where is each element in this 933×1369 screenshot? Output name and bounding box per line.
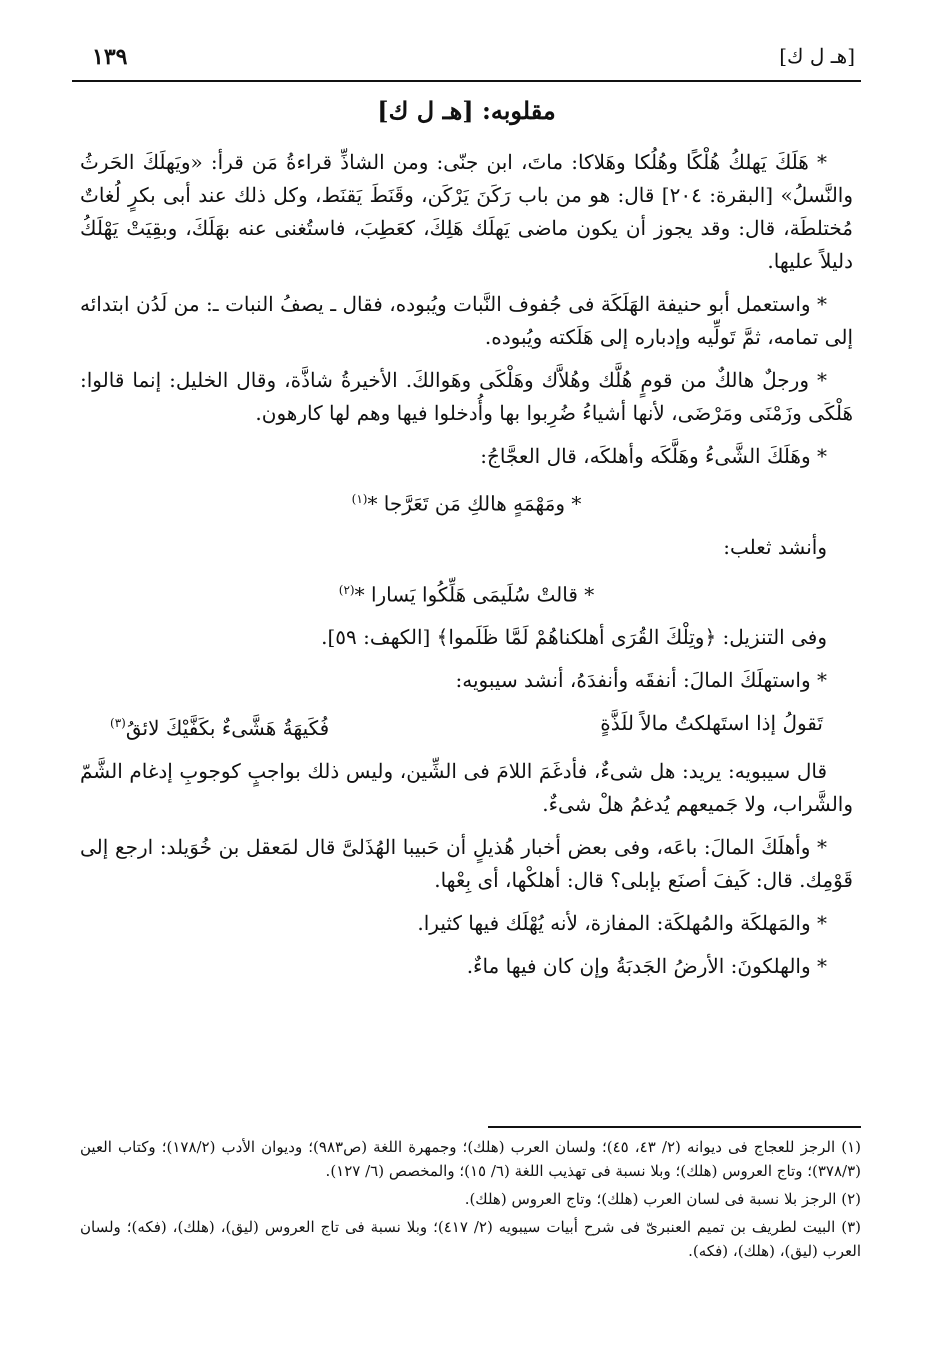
paragraph-5: وأنشد ثعلب: — [723, 534, 827, 559]
paragraph-8: قال سيبويه: يريد: هل شىءٌ، فأدغَمَ اللامَ فى الشِّين، وليس ذلك بواجبٍ كوجوبِ إدغام الشَّمّ والشَّراب، ولا جَميعهم يُدغمُ هلْ شىءٌ. — [80, 758, 853, 816]
footnote-3: (٣) البيت لطريف بن تميم العنبرىّ فى شرح أبيات سيبويه (٢/ ٤١٧)؛ وبلا نسبة فى تاج العروس (ليق)، (هلك)، (فكه)؛ ولسان العرب (ليق)، (هلك)، (فكه). — [80, 1218, 861, 1260]
footnote-1: (١) الرجز للعجاج فى ديوانه (٢/ ٤٣، ٤٥)؛ ولسان العرب (هلك)؛ وجمهرة اللغة (ص٩٨٣)؛ وديوان الأدب (١٧٨/٢)؛ وكتاب العين (٣٧٨/٣)؛ وتاج العروس (هلك)؛ وبلا نسبة فى تهذيب اللغة (٦/ ١٥)؛ والمخصص (٦/ ١٢٧). — [80, 1138, 862, 1180]
verse-2-text: * قالتْ سُلَيمَى هَلِّكُوا يَسارا * — [354, 582, 595, 607]
verse-3 — [110, 707, 823, 745]
paragraph-4: * وهَلَكَ الشَّىءُ وهَلَّكَه وأهلكَه، قال العجَّاجُ: — [480, 444, 827, 468]
running-header-root: [هـ ل ك] — [779, 44, 855, 68]
paragraph-3: * ورجلٌ هالكٌ من قومٍ هُلَّك وهُلاَّك وهَلْكَى وهَوالكَ. الأخيرةُ شاذَّة، وقال الخليل: إنما قالوا: هَلْكَى وزَمْنَى ومَرْضَى، لأنها أشياءُ ضُرِبوا بها وأُدخلوا فيها وهم لها كارهون. — [80, 368, 853, 425]
footnotes — [80, 1135, 861, 1267]
verse-3-first-hemistich: تَقولُ إذا استَهلكتُ مالاً للَذَّةٍ — [600, 711, 823, 736]
paragraph-6: وفى التنزيل: ﴿وتِلْكَ القُرَى أهلكناهُمْ لَمَّا ظَلَموا﴾ [الكهف: ٥٩]. — [321, 625, 827, 650]
main-text — [80, 146, 853, 993]
section-title: مقلوبه: [هـ ل ك] — [377, 96, 556, 125]
verse-1-text: * ومَهْمَهٍ هالكِ مَن تَعَرَّجا * — [367, 491, 582, 516]
verse-1-footnote-ref: (١) — [351, 492, 368, 506]
verse-2-footnote-ref: (٢) — [338, 582, 355, 597]
verse-3-second-text: فُكَيهَةُ هَشَّىءٌ بكَفَّيْكَ لائقُ — [125, 715, 330, 740]
verse-3-footnote-ref: (٣) — [110, 716, 126, 731]
paragraph-1: * هَلَكَ يَهلكُ هُلْكًا وهُلُكا وهَلاكا: ماتَ، ابن جنّى: ومن الشاذِّ قراءةُ مَن قرأ: «ويَهلَكَ الحَرثُ والنَّسلُ» [البقرة: ٢٠٤] قال: هو من باب رَكَنَ يَرْكَن، وقَنَطَ يَقنَط، وكل ذلك عند أبى بكرٍ لُغاتٌ مُختلطَة، قال: وقد يجوز أن يكون ماضى يَهلَك هَلِكَ، كعَطِبَ، فاستُغنى عنه بهَلَكَ، وبقِيَتْ يَهْلَكُ دليلاً عليها. — [80, 150, 854, 273]
page-number: ١٣٩ — [92, 44, 128, 70]
paragraph-11: * والهلكونَ: الأرضُ الجَدبَةُ وإن كان فيها ماءٌ. — [466, 953, 827, 978]
paragraph-7: * واستهلَكَ المالَ: أنفقَه وأنفدَهُ، أنشد سيبويه: — [455, 668, 827, 693]
verse-2 — [80, 574, 853, 612]
header-divider — [72, 80, 861, 82]
footnote-2: (٢) الرجز بلا نسبة فى لسان العرب (هلك)؛ وتاج العروس (هلك). — [464, 1190, 861, 1208]
footnote-divider — [488, 1126, 861, 1128]
verse-1 — [80, 483, 853, 521]
paragraph-10: * والمَهلكَة والمُهلكَة: المفازة، لأنه يُهْلَك فيها كثيرا. — [417, 910, 827, 935]
paragraph-2: * واستعمل أبو حنيفة الهَلَكَة فى جُفوف النَّبات ويُبوده، فقال ـ يصفُ النبات ـ: من لَدُن ابتدائه إلى تمامه، ثمَّ تَولِّيه وإدباره إلى هَلَكته ويُبوده. — [80, 292, 853, 349]
paragraph-9: * وأهلَكَ المالَ: باعَه، وفى بعض أخبار هُذيلٍ أن حَبيبا الهُذَلىَّ قال لمَعقل بن خُوَيلد: ارجع إلى قَوْمِك. قال: كَيفَ أصنَع بإبلى؟ قال: أهلكْها، أى بِعْها. — [80, 834, 853, 892]
verse-3-second-hemistich — [110, 707, 329, 745]
